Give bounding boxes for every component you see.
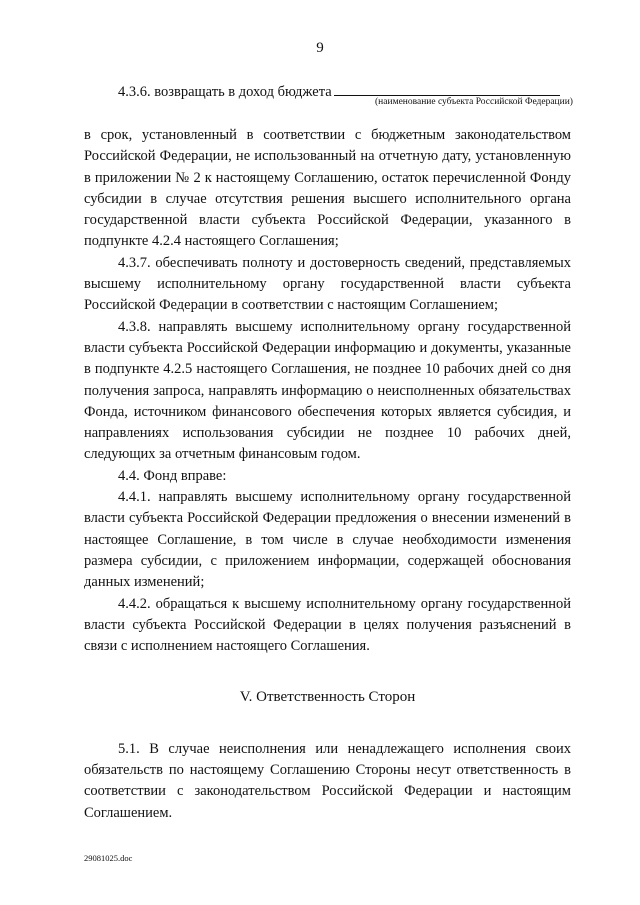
item-4-3-6-body: в срок, установленный в соответствии с бюджетным законодательством Российской Федерации, не использованный на отчетную дату, установленную в приложении № 2 к настоящему Соглашению, остаток перечисленной Фонду субсидии в случае отсутствия решения высшего исполнительного органа государственной власти субъекта Российской Федерации, указанного в подпункте 4.2.4 настоящего Соглашения; [84, 127, 571, 250]
footer-filename: 29081025.doc [84, 853, 133, 863]
budget-name-blank [334, 83, 560, 96]
item-4-4: 4.4. Фонд вправе: [118, 467, 227, 484]
item-4-3-6-intro: 4.3.6. возвращать в доход бюджета [118, 84, 332, 100]
document-body [84, 82, 571, 824]
item-5-1: 5.1. В случае неисполнения или ненадлежащего исполнения своих обязательств по настоящему Соглашению Стороны несут ответственность в соответствии с законодательством Российской Федерации и настоящим Соглашением. [84, 740, 571, 821]
item-4-3-8: 4.3.8. направлять высшему исполнительному органу государственной власти субъекта Российской Федерации информацию и документы, указанные в подпункте 4.2.5 настоящего Соглашения, не позднее 10 рабочих дней со дня получения запроса, направлять информацию о неисполненных обязательствах Фонда, источником финансового обеспечения которых является субсидия, и направлениях использования субсидии не позднее 10 рабочих дней, следующих за отчетным финансовым годом. [84, 318, 571, 463]
item-4-3-7: 4.3.7. обеспечивать полноту и достоверность сведений, представляемых высшему исполнительному органу государственной власти субъекта Российской Федерации в соответствии с настоящим Соглашением; [84, 254, 571, 314]
page-number: 9 [316, 40, 324, 56]
field-caption: (наименование субъекта Российской Федерации) [375, 97, 573, 107]
section-title: V. Ответственность Сторон [239, 689, 416, 706]
item-4-3-6-header [84, 82, 571, 103]
item-4-4-2: 4.4.2. обращаться к высшему исполнительному органу государственной власти субъекта Российской Федерации в целях получения разъяснений в связи с исполнением настоящего Соглашения. [84, 595, 571, 655]
item-4-4-1: 4.4.1. направлять высшему исполнительному органу государственной власти субъекта Российской Федерации предложения о внесении изменений в настоящее Соглашение, в том числе в случае необходимости изменения размера субсидии, с приложением информации, содержащей обоснования данных изменений; [84, 489, 571, 591]
